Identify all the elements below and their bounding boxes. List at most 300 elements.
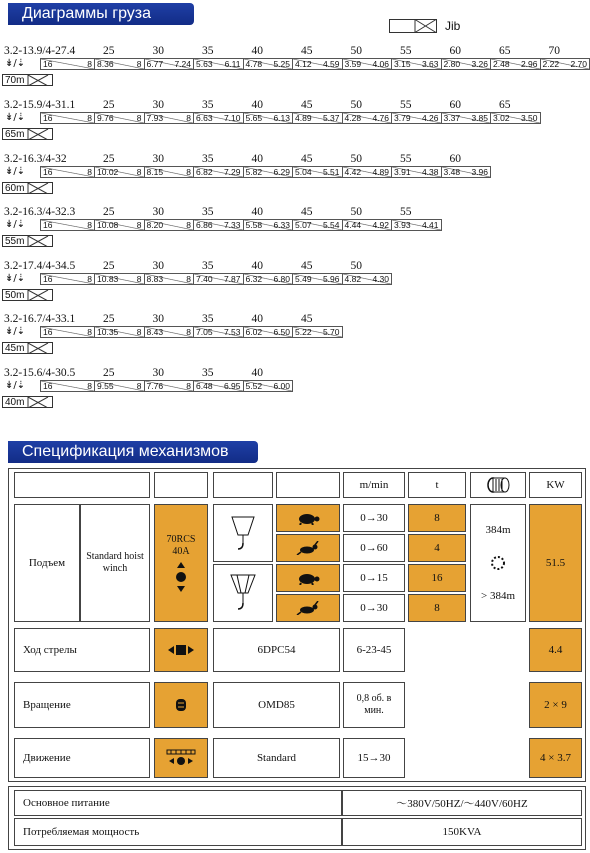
capacity-cell (441, 112, 492, 124)
supply-value: ～380V/50HZ/～440V/60HZ (342, 790, 582, 816)
distance-label: 30 (152, 260, 164, 272)
distance-row (2, 367, 588, 380)
distance-row (2, 99, 588, 112)
distance-label: 35 (202, 99, 214, 111)
capacity-2-fall: 5.52 (245, 381, 263, 391)
hoist-speed-2: 0→60 (343, 534, 405, 562)
capacity-cell (441, 58, 492, 70)
capacity-2-fall: 10.02 (97, 167, 119, 177)
jib-end-icon (24, 290, 50, 301)
distance-label: 50 (350, 260, 362, 272)
capacity-4-fall: 7.33 (223, 220, 241, 230)
capacity-4-fall: 4.41 (421, 220, 439, 230)
config-block (2, 260, 588, 302)
slewing-label: Вращение (14, 682, 150, 728)
capacity-2-fall: 16 (43, 274, 53, 284)
slewing-rotate-icon (174, 697, 188, 713)
capacity-2-fall: 16 (43, 59, 53, 69)
header-load-unit: t (408, 472, 466, 498)
capacity-4-fall: 4.38 (421, 167, 439, 177)
capacity-2-fall: 10.83 (97, 274, 119, 284)
capacity-4-fall: 6.80 (273, 274, 290, 284)
capacity-2-fall: 3.79 (394, 113, 411, 123)
capacity-4-fall: 8 (186, 381, 191, 391)
capacity-2-fall: 4.78 (245, 59, 263, 69)
config-block (2, 313, 588, 355)
capacity-2-fall: 16 (43, 381, 53, 391)
jib-icon (389, 19, 437, 33)
rope-lower: > 384m (480, 589, 515, 602)
capacity-4-fall: 4.59 (322, 59, 340, 69)
distance-label: 25 (103, 45, 115, 57)
capacity-cell (292, 58, 343, 70)
capacity-cell (391, 112, 442, 124)
capacity-4-fall: 6.13 (273, 113, 290, 123)
capacity-4-fall: 6.95 (223, 381, 241, 391)
capacity-2-fall: 6.32 (245, 274, 263, 284)
distance-label: 55 (400, 206, 412, 218)
capacity-cell (292, 326, 343, 338)
capacity-2-fall: 3.48 (443, 167, 461, 177)
capacity-2-fall: 16 (43, 113, 53, 123)
header-blank-3 (213, 472, 273, 498)
config-name: 3.2-16.3/4-32.3 (4, 206, 76, 218)
hoist-up-down-icon (173, 562, 189, 592)
distance-label: 50 (350, 99, 362, 111)
distance-label: 65 (499, 99, 511, 111)
capacity-4-fall: 8 (186, 274, 191, 284)
capacity-cell (391, 58, 442, 70)
capacity-cell (193, 58, 244, 70)
header-rope-drum (470, 472, 526, 498)
jib-length-box (2, 289, 53, 301)
capacity-2-fall: 4.28 (344, 113, 362, 123)
fast-speed-1 (276, 534, 340, 562)
capacity-2-fall: 7.93 (146, 113, 164, 123)
capacity-cell (94, 112, 145, 124)
distance-label: 50 (350, 153, 362, 165)
capacity-cell (243, 166, 294, 178)
capacity-cell (243, 112, 294, 124)
capacity-row (2, 166, 588, 179)
capacity-4-fall: 6.50 (273, 327, 290, 337)
capacity-cell (243, 219, 294, 231)
capacity-cell (144, 58, 195, 70)
header-power-unit: KW (529, 472, 582, 498)
header-blank-1 (14, 472, 150, 498)
capacity-4-fall: 4.26 (421, 113, 439, 123)
config-block (2, 99, 588, 141)
capacity-2-fall: 8.43 (146, 327, 164, 337)
capacity-2-fall: 2.22 (542, 59, 560, 69)
jib-end-icon (24, 397, 50, 408)
capacity-4-fall: 8 (186, 220, 191, 230)
capacity-4-fall: 3.50 (520, 113, 538, 123)
distance-label: 60 (449, 99, 461, 111)
rope-coil-icon (490, 555, 506, 571)
rabbit-icon (295, 541, 321, 555)
capacity-row (2, 273, 588, 286)
capacity-cell (193, 326, 244, 338)
distance-label: 45 (301, 313, 313, 325)
capacity-2-fall: 5.07 (295, 220, 312, 230)
distance-label: 45 (301, 45, 313, 57)
capacity-2-fall: 7.05 (196, 327, 213, 337)
hook-fall-icon: ↡/⇣ (5, 380, 26, 391)
slewing-model: OMD85 (213, 682, 340, 728)
jib-length: 70m (5, 74, 25, 86)
capacity-cell (94, 380, 145, 392)
capacity-4-fall: 8 (87, 59, 92, 69)
capacity-cell (40, 58, 95, 70)
capacity-2-fall: 5.49 (295, 274, 312, 284)
jib-length-tag (2, 341, 588, 355)
hook-fall-icon: ↡/⇣ (5, 273, 26, 284)
capacity-4-fall: 7.29 (223, 167, 241, 177)
jib-label: Jib (445, 19, 461, 33)
distance-label: 30 (152, 313, 164, 325)
capacity-cell (94, 326, 145, 338)
jib-length-box (2, 128, 53, 140)
jib-legend (389, 19, 460, 33)
capacity-2-fall: 7.76 (146, 381, 164, 391)
consumption-label: Потребляемая мощность (14, 818, 342, 846)
hook-fall-icon: ↡/⇣ (5, 219, 26, 230)
capacity-4-fall: 4.30 (372, 274, 389, 284)
config-name: 3.2-16.3/4-32 (4, 153, 67, 165)
config-block (2, 367, 588, 409)
capacity-2-fall: 2.48 (493, 59, 510, 69)
config-block (2, 45, 588, 87)
capacity-cell (40, 326, 95, 338)
jib-length: 50m (5, 289, 25, 301)
capacity-2-fall: 5.22 (295, 327, 312, 337)
distance-label: 35 (202, 260, 214, 272)
rope-length-cell (470, 504, 526, 622)
config-name: 3.2-13.9/4-27.4 (4, 45, 76, 57)
distance-label: 25 (103, 153, 115, 165)
capacity-cell (342, 166, 393, 178)
capacity-4-fall: 8 (87, 167, 92, 177)
capacity-4-fall: 3.26 (471, 59, 488, 69)
capacity-4-fall: 8 (136, 327, 142, 337)
capacity-2-fall: 6.63 (196, 113, 213, 123)
capacity-cell (94, 219, 145, 231)
capacity-cell (342, 219, 393, 231)
capacity-2-fall: 5.65 (245, 113, 263, 123)
capacity-2-fall: 4.42 (344, 167, 362, 177)
capacity-2-fall: 16 (43, 167, 53, 177)
jib-end-icon (24, 75, 50, 86)
capacity-cell (391, 166, 442, 178)
jib-end-icon (24, 129, 50, 140)
capacity-4-fall: 4.92 (372, 220, 389, 230)
hoist-load-4: 8 (408, 594, 466, 622)
capacity-row (2, 112, 588, 125)
travel-label: Движение (14, 738, 150, 778)
distance-label: 55 (400, 45, 412, 57)
capacity-4-fall: 7.87 (223, 274, 241, 284)
hoist-motor: 70RCS 40A (166, 534, 196, 557)
distance-row (2, 45, 588, 58)
capacity-4-fall: 8 (136, 381, 142, 391)
capacity-2-fall: 8.83 (146, 274, 164, 284)
capacity-4-fall: 8 (87, 327, 92, 337)
capacity-4-fall: 7.10 (223, 113, 241, 123)
hook-fall-icon: ↡/⇣ (5, 326, 26, 337)
distance-row (2, 153, 588, 166)
capacity-2-fall: 3.15 (394, 59, 411, 69)
capacity-cell (193, 219, 244, 231)
mechanism-spec-table (8, 468, 586, 853)
capacity-4-fall: 2.70 (570, 59, 587, 69)
distance-label: 35 (202, 153, 214, 165)
hoist-load-1: 8 (408, 504, 466, 532)
distance-row (2, 206, 588, 219)
slow-speed-1 (276, 504, 340, 532)
capacity-cell (243, 380, 294, 392)
capacity-cell (342, 58, 393, 70)
capacity-cell (40, 219, 95, 231)
capacity-2-fall: 6.86 (196, 220, 213, 230)
distance-label: 60 (449, 45, 461, 57)
capacity-4-fall: 3.63 (421, 59, 439, 69)
capacity-cell (540, 58, 590, 70)
hook-fall-icon: ↡/⇣ (5, 166, 26, 177)
capacity-2-fall: 16 (43, 327, 53, 337)
capacity-cell (243, 58, 294, 70)
capacity-4-fall: 4.06 (372, 59, 389, 69)
distance-label: 45 (301, 206, 313, 218)
double-fall-hook (213, 564, 273, 622)
capacity-row (2, 58, 588, 71)
header-blank-2 (154, 472, 208, 498)
jib-length: 60m (5, 182, 25, 194)
single-fall-hook (213, 504, 273, 562)
capacity-4-fall: 6.11 (224, 59, 241, 69)
capacity-cell (144, 219, 195, 231)
distance-label: 35 (202, 313, 214, 325)
capacity-cell (193, 166, 244, 178)
slewing-power: 2 × 9 (529, 682, 582, 728)
capacity-cell (441, 166, 492, 178)
trolley-left-right-icon (168, 643, 194, 657)
capacity-cell (94, 166, 145, 178)
capacity-cell (94, 273, 145, 285)
distance-label: 45 (301, 260, 313, 272)
capacity-cell (144, 380, 195, 392)
distance-label: 40 (251, 260, 263, 272)
header-blank-4 (276, 472, 340, 498)
capacity-4-fall: 5.51 (322, 167, 340, 177)
capacity-cell (144, 166, 195, 178)
capacity-cell (193, 112, 244, 124)
capacity-4-fall: 7.53 (223, 327, 241, 337)
capacity-cell (490, 58, 541, 70)
capacity-2-fall: 5.82 (245, 167, 263, 177)
capacity-4-fall: 8 (87, 381, 92, 391)
config-name: 3.2-17.4/4-34.5 (4, 260, 76, 272)
capacity-2-fall: 8.20 (146, 220, 164, 230)
hoist-speed-4: 0→30 (343, 594, 405, 622)
capacity-cell (292, 219, 343, 231)
hook-fall-icon: ↡/⇣ (5, 112, 26, 123)
capacity-cell (94, 58, 145, 70)
capacity-cell (40, 112, 95, 124)
capacity-4-fall: 7.24 (174, 59, 191, 69)
capacity-cell (243, 326, 294, 338)
rope-drum-icon (485, 477, 511, 493)
capacity-4-fall: 8 (186, 167, 191, 177)
distance-label: 45 (301, 99, 313, 111)
distance-label: 55 (400, 153, 412, 165)
travel-speed: 15→30 (343, 738, 405, 778)
capacity-4-fall: 6.29 (273, 167, 290, 177)
spec-title: Спецификация механизмов (8, 441, 258, 463)
capacity-2-fall: 3.93 (394, 220, 411, 230)
distance-label: 30 (152, 206, 164, 218)
capacity-cell (292, 166, 343, 178)
supply-label: Основное питание (14, 790, 342, 816)
capacity-2-fall: 6.48 (196, 381, 213, 391)
capacity-cell (193, 380, 244, 392)
capacity-2-fall: 16 (43, 220, 53, 230)
capacity-cell (342, 273, 393, 285)
capacity-2-fall: 6.02 (245, 327, 263, 337)
jib-length: 65m (5, 128, 25, 140)
distance-label: 40 (251, 367, 263, 379)
distance-label: 45 (301, 153, 313, 165)
trolley-label: Ход стрелы (14, 628, 150, 672)
jib-length-tag (2, 181, 588, 195)
capacity-4-fall: 5.37 (322, 113, 340, 123)
jib-end-icon (24, 343, 50, 354)
jib-length: 40m (5, 396, 25, 408)
capacity-2-fall: 10.35 (97, 327, 119, 337)
jib-length-tag (2, 234, 588, 248)
config-name: 3.2-15.9/4-31.1 (4, 99, 76, 111)
hoist-power: 51.5 (529, 504, 582, 622)
capacity-4-fall: 6.00 (273, 381, 290, 391)
distance-label: 50 (350, 45, 362, 57)
capacity-cell (243, 273, 294, 285)
rope-upper: 384m (485, 524, 511, 537)
travel-power: 4 × 3.7 (529, 738, 582, 778)
distance-label: 65 (499, 45, 511, 57)
distance-label: 40 (251, 313, 263, 325)
trolley-speed: 6-23-45 (343, 628, 405, 672)
capacity-4-fall: 2.96 (520, 59, 538, 69)
distance-label: 40 (251, 45, 263, 57)
header-speed-unit: m/min (343, 472, 405, 498)
fast-speed-2 (276, 594, 340, 622)
capacity-cell (342, 112, 393, 124)
capacity-row (2, 219, 588, 232)
hoist-speed-1: 0→30 (343, 504, 405, 532)
slewing-icon-cell (154, 682, 208, 728)
capacity-2-fall: 9.55 (97, 381, 114, 391)
jib-length-tag (2, 288, 588, 302)
capacity-2-fall: 6.82 (196, 167, 213, 177)
capacity-4-fall: 6.33 (273, 220, 290, 230)
config-name: 3.2-15.6/4-30.5 (4, 367, 76, 379)
hook-4-fall-icon (228, 571, 258, 615)
distance-row (2, 260, 588, 273)
capacity-2-fall: 9.76 (97, 113, 114, 123)
capacity-2-fall: 10.08 (97, 220, 119, 230)
capacity-2-fall: 3.91 (394, 167, 411, 177)
capacity-row (2, 380, 588, 393)
hoist-motor-cell (154, 504, 208, 622)
jib-length-box (2, 396, 53, 408)
capacity-2-fall: 4.82 (344, 274, 362, 284)
distance-label: 35 (202, 206, 214, 218)
jib-length-box (2, 342, 53, 354)
distance-label: 40 (251, 153, 263, 165)
distance-label: 25 (103, 260, 115, 272)
capacity-2-fall: 5.04 (295, 167, 312, 177)
capacity-cell (40, 273, 95, 285)
capacity-4-fall: 8 (136, 220, 142, 230)
capacity-4-fall: 5.25 (273, 59, 290, 69)
hook-fall-icon: ↡/⇣ (5, 58, 26, 69)
capacity-cell (144, 112, 195, 124)
jib-length: 45m (5, 342, 25, 354)
distance-label: 55 (400, 99, 412, 111)
capacity-2-fall: 3.59 (344, 59, 362, 69)
capacity-4-fall: 5.70 (322, 327, 340, 337)
jib-end-icon (24, 183, 50, 194)
distance-label: 25 (103, 367, 115, 379)
capacity-4-fall: 3.85 (471, 113, 488, 123)
capacity-2-fall: 6.77 (146, 59, 164, 69)
hoist-speed-3: 0→15 (343, 564, 405, 592)
capacity-cell (144, 326, 195, 338)
capacity-2-fall: 4.89 (295, 113, 312, 123)
capacity-2-fall: 2.80 (443, 59, 461, 69)
distance-label: 35 (202, 45, 214, 57)
config-block (2, 206, 588, 248)
distance-row (2, 313, 588, 326)
distance-label: 30 (152, 45, 164, 57)
capacity-cell (40, 380, 95, 392)
slewing-speed: 0,8 об. в мин. (343, 682, 405, 728)
capacity-2-fall: 3.37 (443, 113, 461, 123)
consumption-value: 150KVA (342, 818, 582, 846)
jib-length-tag (2, 395, 588, 409)
capacity-row (2, 326, 588, 339)
jib-length: 55m (5, 235, 25, 247)
capacity-2-fall: 5.63 (196, 59, 213, 69)
jib-length-tag (2, 127, 588, 141)
capacity-4-fall: 5.54 (322, 220, 340, 230)
capacity-cell (292, 112, 343, 124)
capacity-4-fall: 8 (87, 113, 92, 123)
capacity-cell (391, 219, 442, 231)
hook-2-fall-icon (228, 513, 258, 553)
capacity-4-fall: 8 (136, 274, 142, 284)
turtle-icon (295, 571, 321, 585)
distance-label: 70 (548, 45, 560, 57)
capacity-2-fall: 8.36 (97, 59, 114, 69)
capacity-cell (193, 273, 244, 285)
distance-label: 30 (152, 367, 164, 379)
distance-label: 35 (202, 367, 214, 379)
capacity-cell (292, 273, 343, 285)
jib-length-box (2, 182, 53, 194)
trolley-icon-cell (154, 628, 208, 672)
jib-length-box (2, 74, 53, 86)
